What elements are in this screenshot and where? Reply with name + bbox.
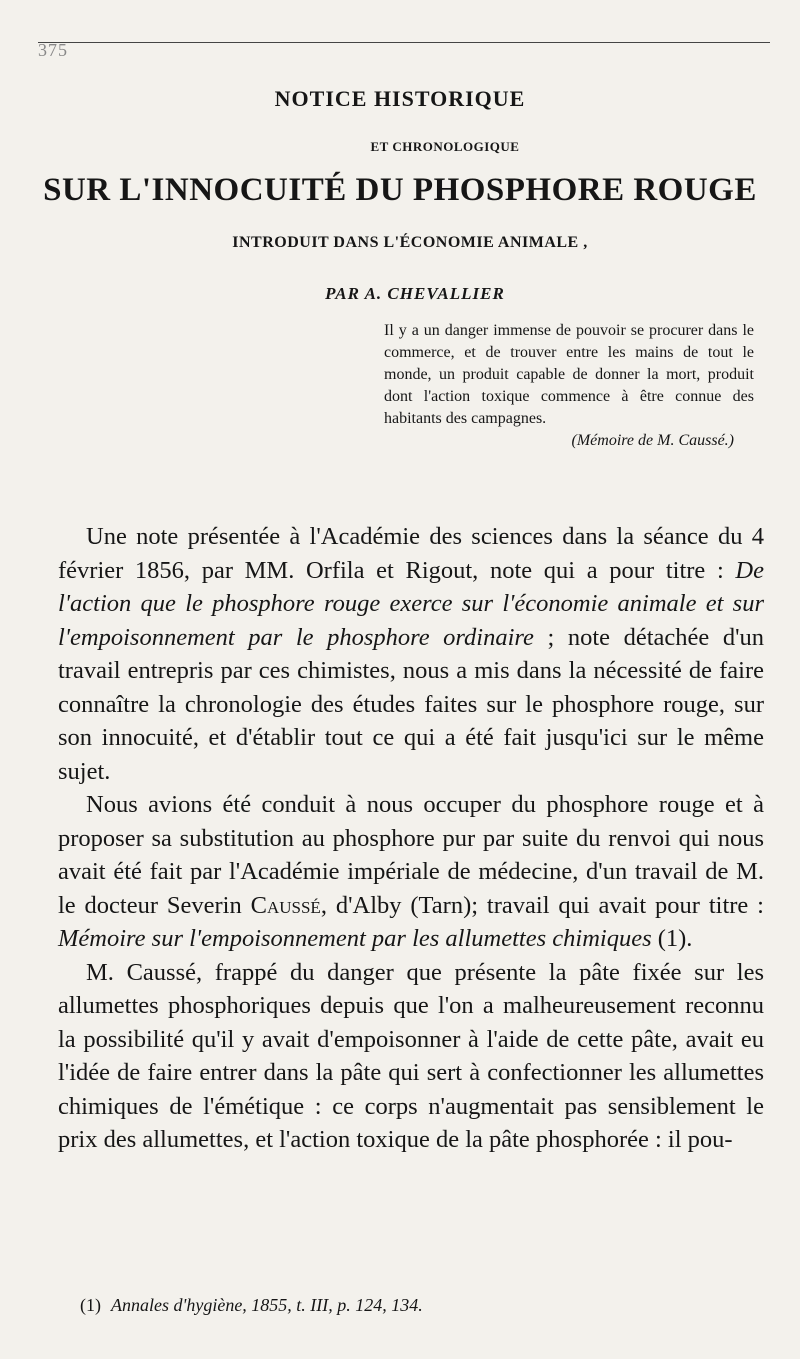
body-text [58,520,764,1157]
paragraph-2-text-b: , d'Alby (Tarn); travail qui avait pour titre : [320,891,764,919]
paragraph-1-text-c: ; note détachée d'un travail entrepris par ces chimistes, nous a mis dans la nécessité de faire connaître la chronologie des études faites sur le phosphore rouge, sur son innocuité, et d'établir tout ce qui a été fait jusqu'ici sur le même sujet. [58,623,764,785]
author-line: PAR A. CHEVALLIER [325,284,505,303]
epigraph-text: Il y a un danger immense de pouvoir se procurer dans le commerce, et de trouver entre les mains de tout le monde, un produit capable de donner la mort, produit dont l'action toxique commence à être connue des habitants des campagnes. [384,322,754,427]
footnote [80,1295,760,1316]
paragraph-2-text-a: Nous avions été conduit à nous occuper du phosphore rouge et à proposer sa substitution au phosphore pur par suite du renvoi qui nous avait été fait par l'Académie impériale de médecine, d'un travail de M. le docteur Severin [58,791,764,919]
paragraph-2-name: Caussé [250,891,321,919]
main-title: SUR L'INNOCUITÉ DU PHOSPHORE ROUGE [43,172,757,208]
paragraph-2-footnote-ref: (1). [651,925,693,952]
paragraph-1 [58,520,764,788]
footnote-text: Annales d'hygiène, 1855, t. III, p. 124, 134. [111,1295,423,1315]
title-line-4: INTRODUIT DANS L'ÉCONOMIE ANIMALE , [232,234,588,251]
paragraph-1-text-a: Une note présentée à l'Académie des sciences dans la séance du 4 février 1856, par MM. Orfila et Rigout, note qui a pour titre : [58,523,764,584]
epigraph [384,320,754,452]
title-line-2: ET CHRONOLOGIQUE [370,139,520,154]
paragraph-1-title-italic: De l'action que le phosphore rouge exerce sur l'économie animale et sur l'empoisonnement par le phosphore ordinaire [58,556,764,651]
header-rule [38,42,770,43]
title-line-1: NOTICE HISTORIQUE [274,86,526,111]
footnote-mark: (1) [80,1295,101,1315]
epigraph-attribution: (Mémoire de M. Caussé.) [571,432,734,449]
paragraph-2-title-italic: Mémoire sur l'empoisonnement par les allumettes chimiques [58,925,652,952]
paragraph-3: M. Caussé, frappé du danger que présente la pâte fixée sur les allumettes phosphoriques depuis que l'on a malheureusement reconnu la possibilité qu'il y avait d'empoisonner à l'aide de cette pâte, avait eu l'idée de faire entrer dans la pâte qui sert à confectionner les allumettes chimiques de l'émétique : ce corps n'augmentait pas sensiblement le prix des allumettes, et l'action toxique de la pâte phosphorée : il pou- [58,958,764,1153]
paragraph-2 [58,788,764,956]
page-number: 375 [38,40,68,60]
